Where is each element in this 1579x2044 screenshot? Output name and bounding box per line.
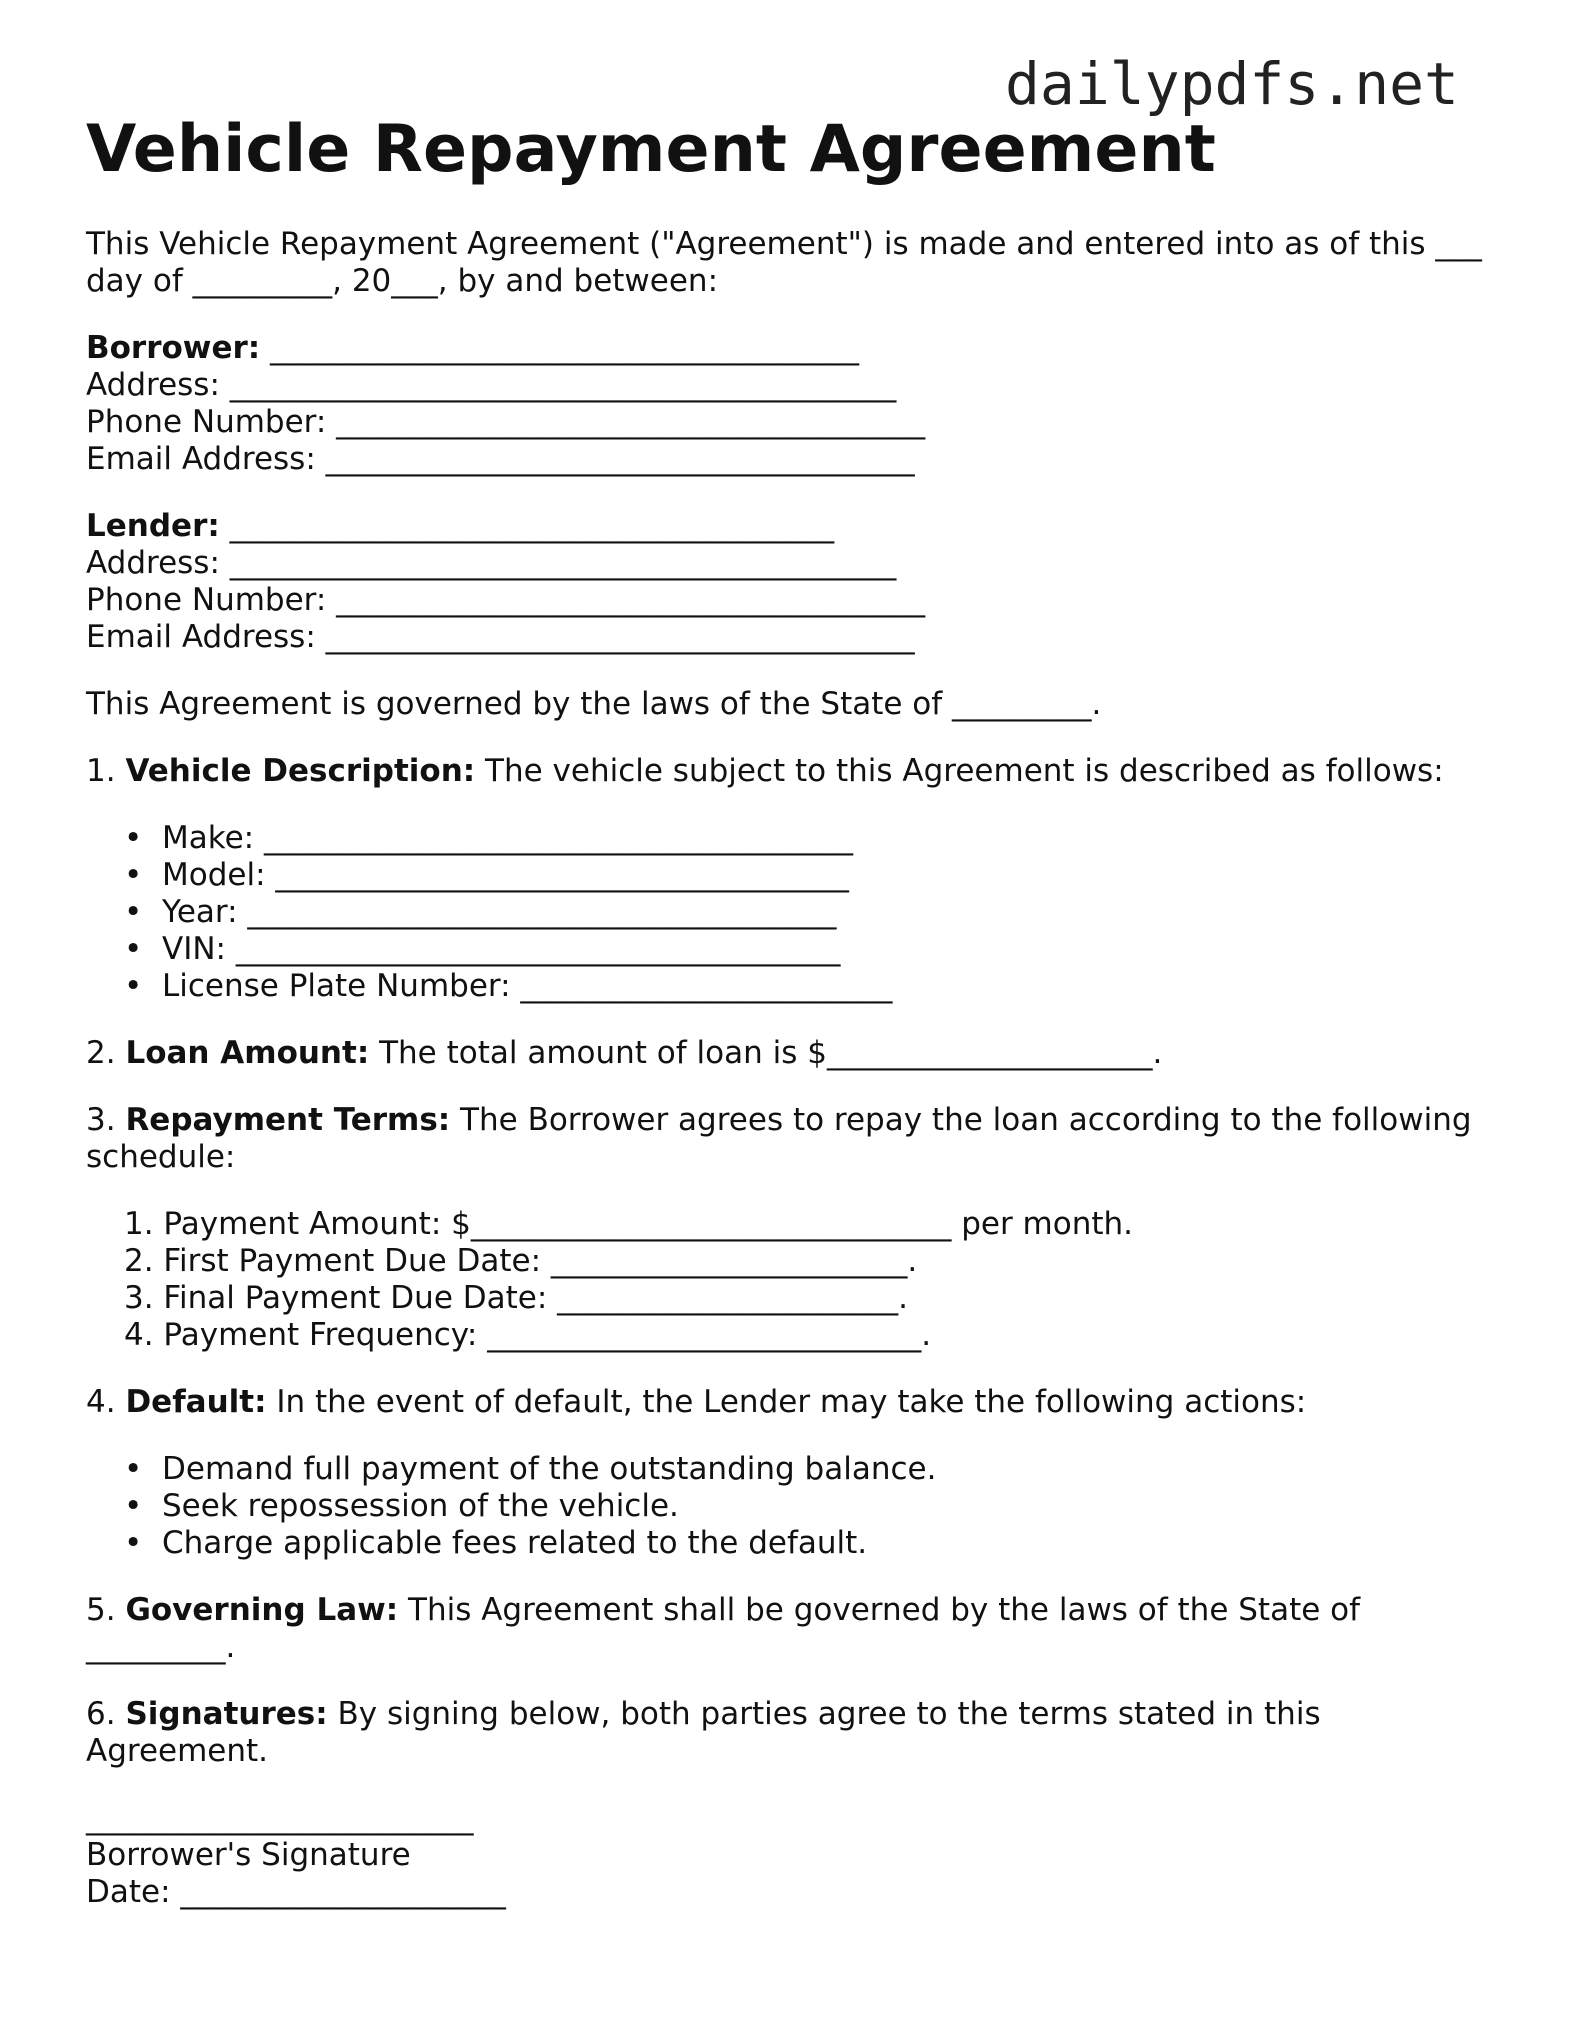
payment-amount-field[interactable]: 1. Payment Amount: $_______________________________ per month. (124, 1206, 1134, 1242)
section-2-number: 2. (86, 1035, 126, 1071)
lender-name-blank: _______________________________________ (219, 508, 835, 544)
vehicle-year-field[interactable]: • Year: ______________________________________ (124, 894, 1506, 931)
list-item: • Charge applicable fees related to the default. (124, 1525, 1506, 1562)
borrower-block (86, 330, 1506, 478)
borrower-label: Borrower: (86, 330, 261, 366)
section-3-line-2: schedule: (86, 1139, 236, 1175)
section-6-line-2: Agreement. (86, 1733, 269, 1769)
intro-line-2: day of _________, 20___, by and between: (86, 263, 719, 299)
section-4-heading: Default: (125, 1384, 267, 1420)
section-4-number: 4. (86, 1384, 126, 1420)
first-payment-date-field[interactable]: 2. First Payment Due Date: _______________________. (124, 1243, 918, 1279)
lender-label: Lender: (86, 508, 220, 544)
lender-block (86, 508, 1506, 656)
list-item: • Demand full payment of the outstanding balance. (124, 1451, 1506, 1488)
section-1-number: 1. (86, 753, 126, 789)
section-5-text: This Agreement shall be governed by the laws of the State of (398, 1592, 1361, 1628)
borrower-address-field[interactable]: Address: ___________________________________________ (86, 367, 897, 403)
payment-frequency-field[interactable]: 4. Payment Frequency: ____________________________. (124, 1317, 932, 1353)
section-2-text: The total amount of loan is $_____________________. (369, 1035, 1163, 1071)
section-1-text: The vehicle subject to this Agreement is described as follows: (475, 753, 1444, 789)
governing-state-field[interactable]: _________. (86, 1629, 236, 1665)
section-5-heading: Governing Law: (125, 1592, 399, 1628)
intro-paragraph (86, 226, 1506, 300)
lender-address-field[interactable]: Address: ___________________________________________ (86, 545, 897, 581)
governed-by-statement[interactable]: This Agreement is governed by the laws of the State of _________. (86, 686, 1102, 722)
borrower-email-field[interactable]: Email Address: ______________________________________ (86, 441, 915, 477)
section-5-line-1 (86, 1592, 1506, 1629)
lender-phone-field[interactable]: Phone Number: ______________________________________ (86, 582, 926, 618)
section-2-loan-amount[interactable] (86, 1035, 1506, 1072)
section-1-heading: Vehicle Description: (125, 753, 476, 789)
section-3-line-1 (86, 1102, 1506, 1139)
vehicle-vin-field[interactable]: • VIN: _______________________________________ (124, 931, 1506, 968)
section-6-line-1 (86, 1696, 1506, 1733)
borrower-name-blank: ______________________________________ (260, 330, 860, 366)
section-5-governing-law (86, 1592, 1506, 1666)
borrower-signature-block (86, 1800, 1506, 1911)
section-6-number: 6. (86, 1696, 126, 1732)
vehicle-make-field[interactable]: • Make: ______________________________________ (124, 820, 1506, 857)
borrower-phone-field[interactable]: Phone Number: ______________________________________ (86, 404, 926, 440)
section-6-signatures (86, 1696, 1506, 1770)
section-5-number: 5. (86, 1592, 126, 1628)
repayment-schedule-list (86, 1206, 1506, 1354)
intro-line-1: This Vehicle Repayment Agreement ("Agreement") is made and entered into as of this ___ (86, 226, 1482, 262)
section-3-text: The Borrower agrees to repay the loan according to the following (450, 1102, 1472, 1138)
default-actions-list (86, 1451, 1506, 1562)
section-1-vehicle-description (86, 753, 1506, 790)
section-3-number: 3. (86, 1102, 126, 1138)
vehicle-details-list (86, 820, 1506, 1005)
page-title: Vehicle Repayment Agreement (86, 112, 1216, 187)
license-plate-field[interactable]: • License Plate Number: ________________________ (124, 968, 1506, 1005)
borrower-signature-date-field[interactable]: Date: _____________________ (86, 1874, 506, 1910)
document-body (86, 226, 1506, 1911)
section-6-heading: Signatures: (125, 1696, 328, 1732)
lender-name-field[interactable] (86, 508, 1506, 545)
section-4-default (86, 1384, 1506, 1421)
vehicle-model-field[interactable]: • Model: _____________________________________ (124, 857, 1506, 894)
section-6-text: By signing below, both parties agree to the terms stated in this (327, 1696, 1321, 1732)
final-payment-date-field[interactable]: 3. Final Payment Due Date: ______________________. (124, 1280, 908, 1316)
section-3-heading: Repayment Terms: (125, 1102, 451, 1138)
list-item: • Seek repossession of the vehicle. (124, 1488, 1506, 1525)
section-3-repayment-terms (86, 1102, 1506, 1176)
borrower-signature-field[interactable]: _________________________ (86, 1800, 474, 1836)
section-4-text: In the event of default, the Lender may take the following actions: (266, 1384, 1307, 1420)
borrower-signature-label: Borrower's Signature (86, 1837, 411, 1873)
lender-email-field[interactable]: Email Address: ______________________________________ (86, 619, 915, 655)
section-2-heading: Loan Amount: (125, 1035, 370, 1071)
borrower-name-field[interactable] (86, 330, 1506, 367)
watermark: dailypdfs.net (1005, 50, 1459, 118)
